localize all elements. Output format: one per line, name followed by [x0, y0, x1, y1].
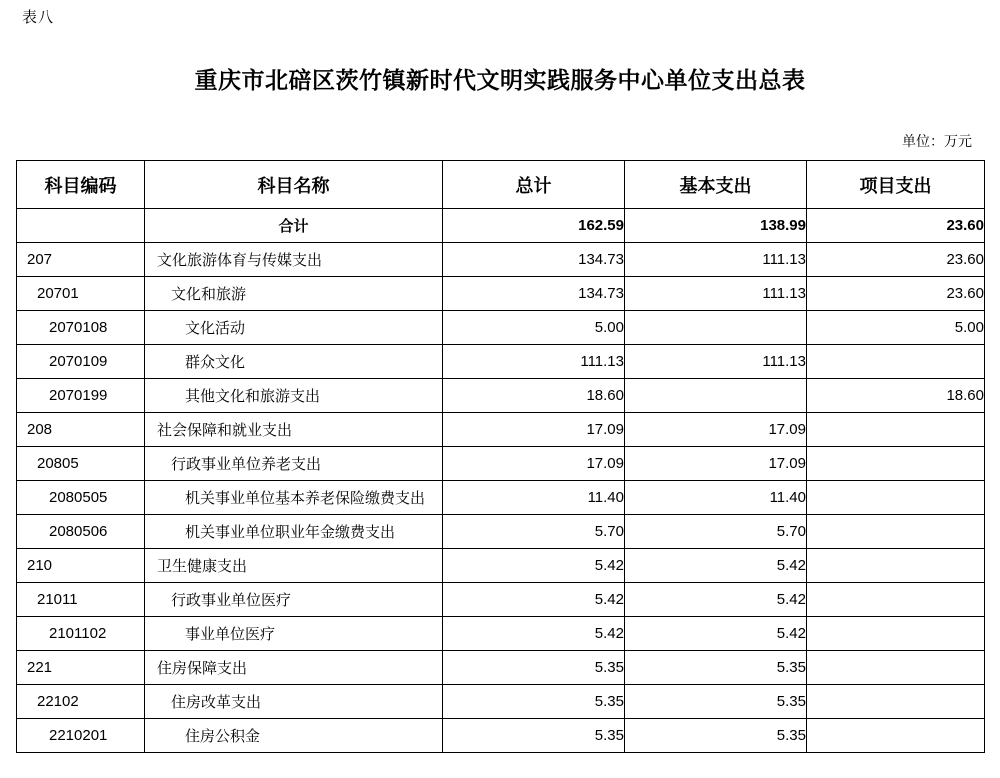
cell-basic: 5.42: [625, 583, 807, 617]
column-header-total: 总计: [443, 161, 625, 209]
cell-code: 2070109: [17, 345, 145, 379]
cell-project: 18.60: [807, 379, 985, 413]
cell-total: 17.09: [443, 447, 625, 481]
table-header-row: [17, 161, 985, 209]
cell-project: [807, 481, 985, 515]
table-row: [17, 413, 985, 447]
table-row: [17, 379, 985, 413]
cell-name: 合计: [145, 209, 443, 243]
unit-note: 单位：万元: [902, 135, 972, 150]
cell-name: 社会保障和就业支出: [145, 413, 443, 447]
column-header-name: 科目名称: [145, 161, 443, 209]
cell-name: 住房改革支出: [145, 685, 443, 719]
cell-basic: 17.09: [625, 413, 807, 447]
table-row: [17, 651, 985, 685]
table-row: [17, 311, 985, 345]
cell-project: [807, 447, 985, 481]
expenditure-table: [16, 160, 985, 753]
cell-name: 住房保障支出: [145, 651, 443, 685]
cell-basic: [625, 379, 807, 413]
cell-project: [807, 685, 985, 719]
cell-project: [807, 549, 985, 583]
cell-name: 机关事业单位基本养老保险缴费支出: [145, 481, 443, 515]
cell-total: 17.09: [443, 413, 625, 447]
cell-code: 221: [17, 651, 145, 685]
cell-basic: 5.35: [625, 719, 807, 753]
page-title: 重庆市北碚区茨竹镇新时代文明实践服务中心单位支出总表: [194, 68, 806, 93]
column-header-basic: 基本支出: [625, 161, 807, 209]
cell-basic: 111.13: [625, 345, 807, 379]
cell-name: 群众文化: [145, 345, 443, 379]
cell-basic: 5.70: [625, 515, 807, 549]
cell-code: 20805: [17, 447, 145, 481]
table-row: [17, 719, 985, 753]
cell-code: 2210201: [17, 719, 145, 753]
column-header-project: 项目支出: [807, 161, 985, 209]
cell-code: 210: [17, 549, 145, 583]
cell-basic: 17.09: [625, 447, 807, 481]
cell-total: 134.73: [443, 243, 625, 277]
cell-total: 18.60: [443, 379, 625, 413]
cell-code: [17, 209, 145, 243]
cell-basic: 5.42: [625, 549, 807, 583]
cell-code: 22102: [17, 685, 145, 719]
cell-name: 文化和旅游: [145, 277, 443, 311]
cell-name: 住房公积金: [145, 719, 443, 753]
cell-total: 11.40: [443, 481, 625, 515]
cell-basic: 111.13: [625, 277, 807, 311]
cell-name: 机关事业单位职业年金缴费支出: [145, 515, 443, 549]
table-row: [17, 617, 985, 651]
cell-code: 2080506: [17, 515, 145, 549]
table-row: [17, 685, 985, 719]
cell-code: 21011: [17, 583, 145, 617]
cell-basic: 5.42: [625, 617, 807, 651]
cell-project: 23.60: [807, 209, 985, 243]
cell-total: 5.35: [443, 651, 625, 685]
cell-basic: [625, 311, 807, 345]
cell-total: 5.70: [443, 515, 625, 549]
table-row: [17, 549, 985, 583]
cell-name: 卫生健康支出: [145, 549, 443, 583]
cell-total: 5.00: [443, 311, 625, 345]
cell-code: 2070199: [17, 379, 145, 413]
cell-code: 2101102: [17, 617, 145, 651]
cell-name: 文化活动: [145, 311, 443, 345]
cell-project: [807, 719, 985, 753]
table-row: [17, 583, 985, 617]
table-row: [17, 345, 985, 379]
cell-basic: 11.40: [625, 481, 807, 515]
cell-code: 208: [17, 413, 145, 447]
cell-code: 2070108: [17, 311, 145, 345]
cell-total: 134.73: [443, 277, 625, 311]
cell-name: 行政事业单位养老支出: [145, 447, 443, 481]
cell-name: 事业单位医疗: [145, 617, 443, 651]
cell-name: 其他文化和旅游支出: [145, 379, 443, 413]
cell-total: 5.42: [443, 549, 625, 583]
cell-total: 5.35: [443, 719, 625, 753]
cell-project: 5.00: [807, 311, 985, 345]
table-row: [17, 209, 985, 243]
cell-project: [807, 413, 985, 447]
cell-total: 111.13: [443, 345, 625, 379]
table-row: [17, 481, 985, 515]
table-row: [17, 515, 985, 549]
cell-total: 162.59: [443, 209, 625, 243]
cell-project: [807, 651, 985, 685]
table-body: [17, 209, 985, 753]
cell-basic: 111.13: [625, 243, 807, 277]
cell-total: 5.35: [443, 685, 625, 719]
cell-basic: 5.35: [625, 651, 807, 685]
cell-project: [807, 345, 985, 379]
table-row: [17, 447, 985, 481]
table-row: [17, 277, 985, 311]
cell-project: 23.60: [807, 243, 985, 277]
cell-project: [807, 515, 985, 549]
cell-name: 行政事业单位医疗: [145, 583, 443, 617]
table-row: [17, 243, 985, 277]
cell-total: 5.42: [443, 583, 625, 617]
cell-project: [807, 617, 985, 651]
cell-project: 23.60: [807, 277, 985, 311]
cell-project: [807, 583, 985, 617]
cell-code: 207: [17, 243, 145, 277]
column-header-code: 科目编码: [17, 161, 145, 209]
sheet-label: 表八: [22, 10, 55, 26]
cell-basic: 5.35: [625, 685, 807, 719]
cell-code: 2080505: [17, 481, 145, 515]
cell-basic: 138.99: [625, 209, 807, 243]
cell-total: 5.42: [443, 617, 625, 651]
cell-name: 文化旅游体育与传媒支出: [145, 243, 443, 277]
cell-code: 20701: [17, 277, 145, 311]
